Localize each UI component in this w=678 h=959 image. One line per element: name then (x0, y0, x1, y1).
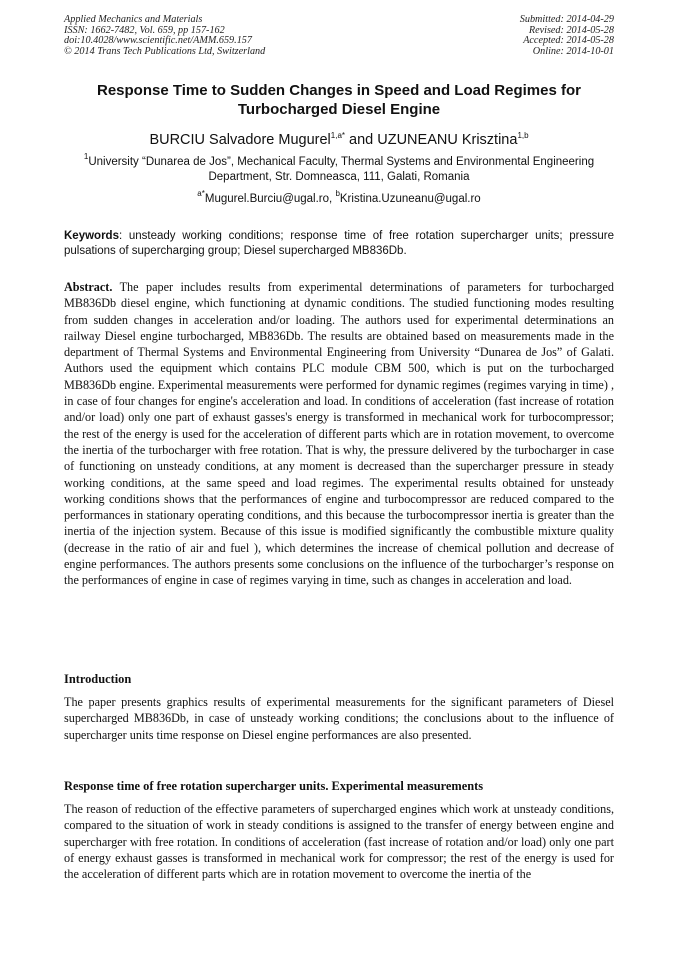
affiliation-mark: 1 (83, 152, 89, 161)
affiliation-text: University “Dunarea de Jos”, Mechanical Faculty, Thermal Systems and Environmental Engineering Department, Str. Domneasca, 111, Galati, Romania (88, 156, 595, 183)
email-b-mark: b (335, 189, 340, 198)
affiliation (64, 152, 614, 185)
keywords (64, 229, 614, 259)
author-2: UZUNEANU Krisztina (377, 132, 518, 148)
email-a-mark: a* (197, 189, 205, 198)
email-b: Kristina.Uzuneanu@ugal.ro (339, 193, 481, 205)
paper-title: Response Time to Sudden Changes in Speed and Load Regimes for Turbocharged Diesel Engine (97, 82, 581, 118)
date-online: Online: 2014-10-01 (532, 45, 614, 57)
journal-info (64, 15, 265, 57)
submission-dates (520, 15, 614, 57)
author-1-affiliation-mark: 1,a* (330, 131, 345, 140)
journal-doi: doi:10.4028/www.scientific.net/AMM.659.157 (64, 35, 252, 46)
section-heading-response-time: Response time of free rotation supercharger units. Experimental measurements (64, 779, 484, 793)
author-list (64, 131, 614, 149)
date-accepted: Accepted: 2014-05-28 (523, 35, 614, 46)
journal-name: Applied Mechanics and Materials (64, 14, 203, 25)
date-submitted: Submitted: 2014-04-29 (519, 14, 614, 25)
section-paragraph-response-time: The reason of reduction of the effective parameters of supercharged engines which work at unsteady conditions, compared to the situation of work in steady conditions is assigned to the transfer of energy between engine and supercharger with free rotation. In conditions of acceleration (fast increase of rotation and/or load) only one part of energy exhaust gasses is transformed in mechanical work for compressor; the rest of the energy is used for the acceleration of different parts which are in rotation movement to overcome the inertia of the (64, 802, 614, 882)
abstract-text: The paper includes results from experimental determinations of parameters for turbocharged MB836Db diesel engine, which functioning at dynamic conditions. The studied functioning modes resulting from sudden changes in acceleration and/or loading. The authors used for experimental determinations an railway Diesel engine turbocharged, MB836Db. The results are obtained based on measurements made in the department of Thermal Systems and Environmental Engineering from University “Dunarea de Jos” of Galati. Authors used the equipment which contains PLC module CBM 500, which is put on the turbocharged MB836Db engine. Experimental measurements were performed for dynamic regimes (regimes varying in time) , in case of four changes for engine's acceleration and load. In conditions of acceleration (fast increase of rotation and/or load) only one part of exhaust gasses's energy is transformed in mechanical work for turbocompressor; the rest of the energy is used for the acceleration of different parts which are in rotation movement, to overcome the inertia of the turbocharger with free rotation. That is why, the pressure delivered by the turbocharger in case of functioning on unsteady conditions, at any moment is decreased than the supercharger pressure in steady working conditions, at the same speed and load regimes. The experimental results obtained for unsteady working conditions shows that the performances of engine and turbocompressor are reduced compared to the performances in stationary operating conditions, and this because the turbocompressor inertia is greater than the inertia of the injection system. Because of this issue is modified significantly the combustible mixture quality (decrease in the ratio of air and fuel ), which determines the increase of chemical pollution and decrease of engine performances. The authors presents some conclusions on the influence of the turbocharger’s response on the performances of engine in case of regimes varying in time, such as changes in acceleration and load. (64, 280, 614, 588)
abstract (64, 279, 614, 589)
date-revised: Revised: 2014-05-28 (528, 24, 614, 36)
author-emails (64, 189, 614, 207)
author-1: BURCIU Salvadore Mugurel (149, 132, 331, 148)
introduction-heading: Introduction (64, 672, 132, 686)
author-2-affiliation-mark: 1,b (517, 131, 529, 140)
email-a: Mugurel.Burciu@ugal.ro, (204, 193, 336, 205)
keywords-text: : unsteady working conditions; response time of free rotation supercharger units; pressure pulsations of supercharging group; Diesel supercharged MB836Db. (64, 230, 614, 257)
introduction-paragraph: The paper presents graphics results of experimental measurements for the significant parameters of Diesel supercharged MB836Db, in case of unsteady working conditions; the conclusions about to the influence of supercharger units time response on Diesel engine performances are also presented. (64, 695, 614, 742)
journal-copyright: © 2014 Trans Tech Publications Ltd, Switzerland (64, 45, 266, 57)
keywords-label: Keywords (64, 230, 119, 242)
abstract-label: Abstract. (64, 280, 113, 294)
journal-issn: ISSN: 1662-7482, Vol. 659, pp 157-162 (64, 24, 225, 36)
author-conjunction: and (345, 132, 378, 148)
